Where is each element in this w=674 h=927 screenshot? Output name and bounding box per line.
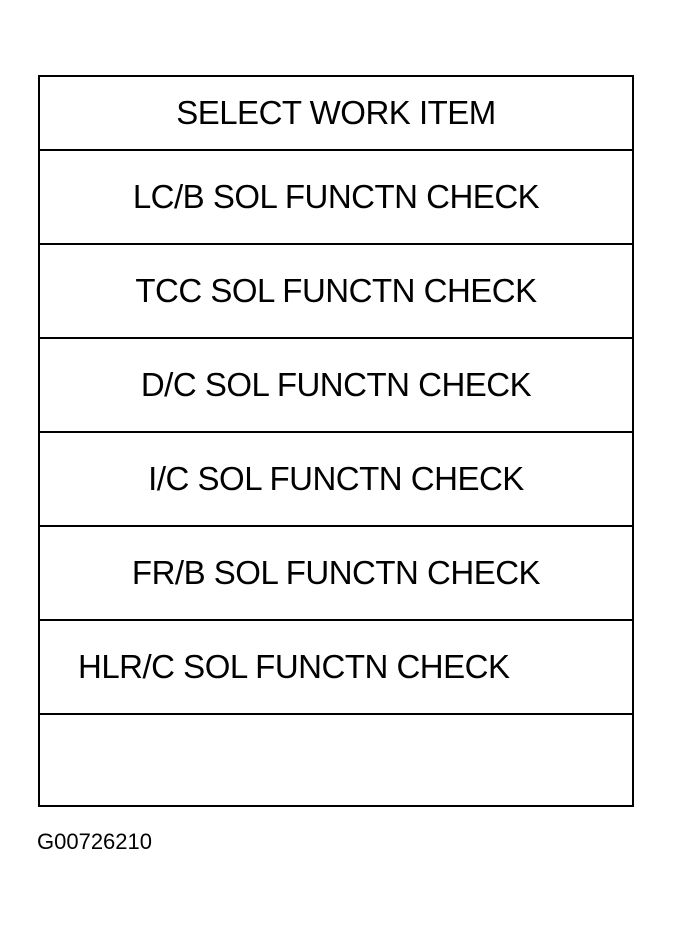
menu-title: SELECT WORK ITEM <box>40 77 632 151</box>
menu-item-tcc-sol-functn-check[interactable]: TCC SOL FUNCTN CHECK <box>40 245 632 339</box>
menu-item-lcb-sol-functn-check[interactable]: LC/B SOL FUNCTN CHECK <box>40 151 632 245</box>
menu-item-ic-sol-functn-check[interactable]: I/C SOL FUNCTN CHECK <box>40 433 632 527</box>
figure-id: G00726210 <box>37 829 152 854</box>
menu-item-dc-sol-functn-check[interactable]: D/C SOL FUNCTN CHECK <box>40 339 632 433</box>
work-item-menu <box>38 75 634 807</box>
menu-item-frb-sol-functn-check[interactable]: FR/B SOL FUNCTN CHECK <box>40 527 632 621</box>
menu-item-hlrc-sol-functn-check[interactable]: HLR/C SOL FUNCTN CHECK <box>40 621 632 715</box>
menu-empty-row <box>40 715 632 805</box>
